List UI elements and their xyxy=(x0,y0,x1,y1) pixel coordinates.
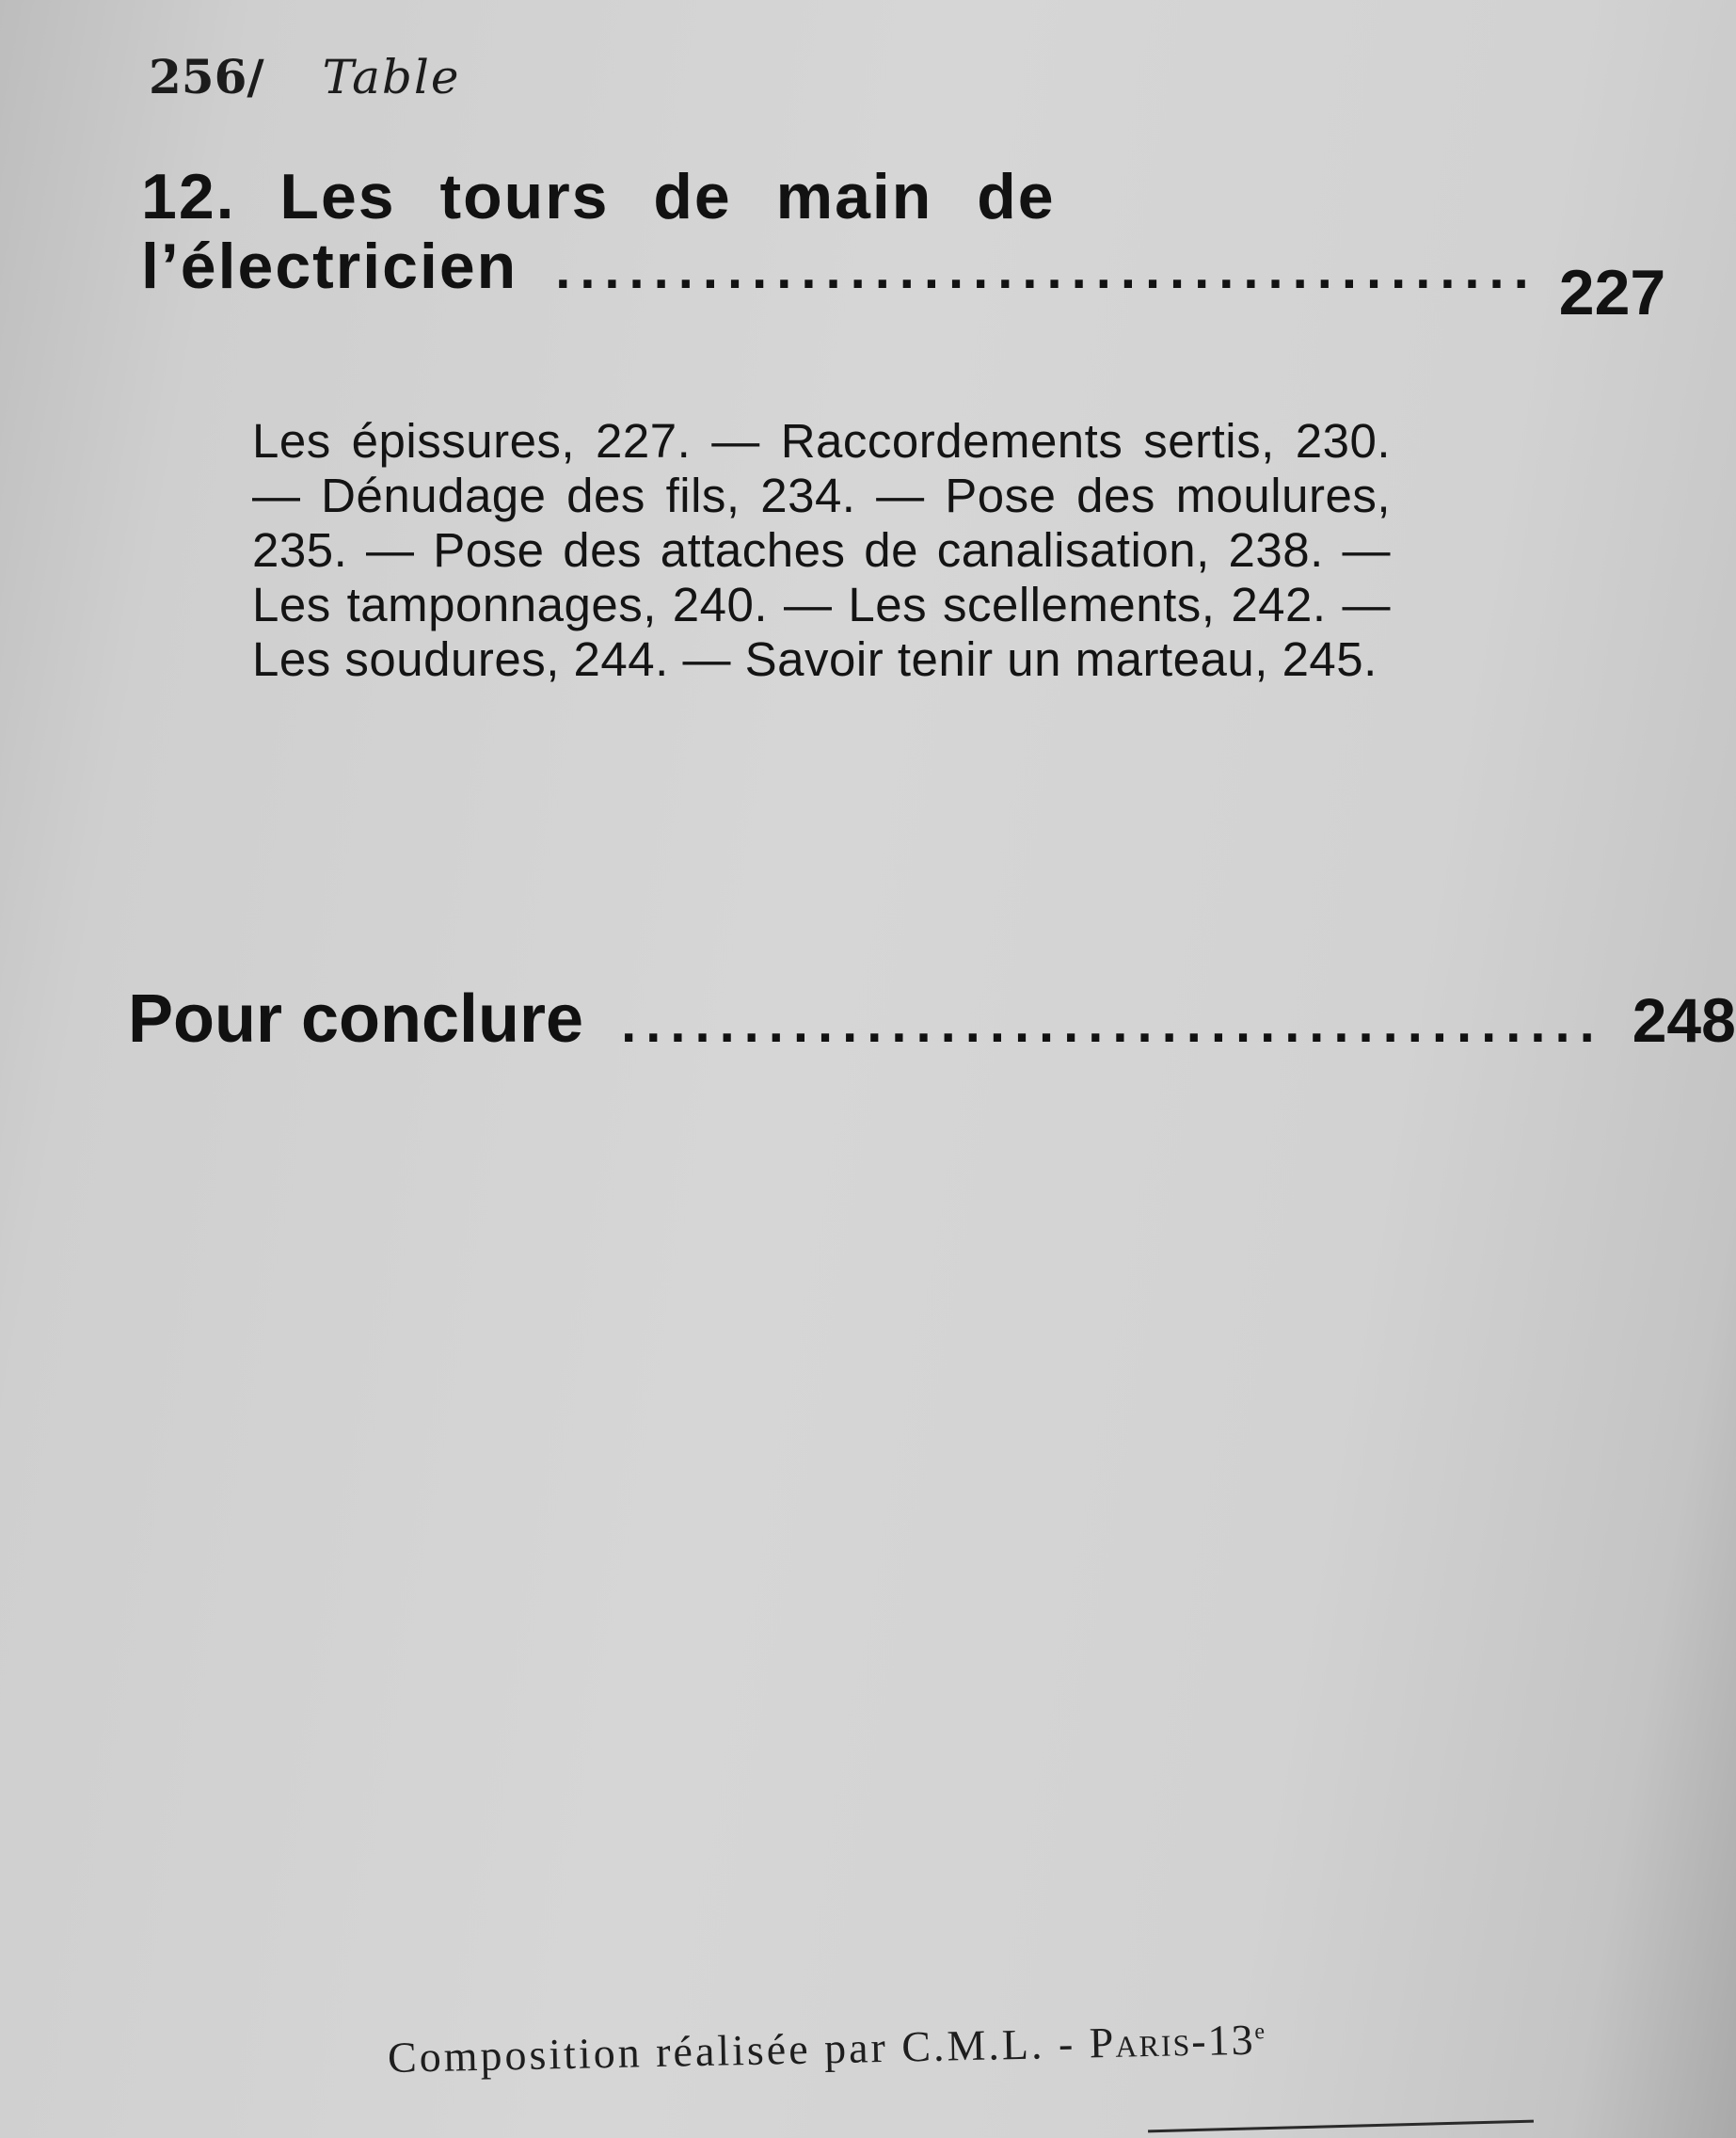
chapter-title-row xyxy=(141,230,1666,328)
toc-entry-chapter-12 xyxy=(141,160,1666,328)
running-head-title: Table xyxy=(322,50,461,104)
dot-leader: ........................................ xyxy=(621,993,1604,1054)
conclusion-page-number: 248 xyxy=(1632,985,1736,1055)
colophon-superscript: e xyxy=(1254,2019,1268,2045)
dot-leader: ........................................ xyxy=(555,239,1538,300)
chapter-title-line2: l’électricien xyxy=(141,231,518,302)
toc-entry-conclusion xyxy=(128,981,1736,1058)
chapter-title-line1: 12. Les tours de main de xyxy=(141,161,1056,232)
bottom-rule xyxy=(1148,2120,1534,2133)
colophon xyxy=(387,2014,1267,2082)
chapter-page-number: 227 xyxy=(1558,257,1666,328)
conclusion-title: Pour conclure xyxy=(128,981,584,1057)
page-number: 256/ xyxy=(149,49,264,104)
running-head xyxy=(149,49,461,104)
chapter-summary: Les épissures, 227. — Raccordements sertis, 230. — Dénudage des fils, 234. — Pose des moulures, 235. — Pose des attaches de canalisation, 238. — Les tamponnages, 240. — Les scellements, 242. — Les soudures, 244. — Savoir tenir un marteau, 245. xyxy=(252,414,1391,686)
colophon-text: Composition réalisée par C.M.L. - xyxy=(387,2018,1091,2082)
colophon-city: Paris-13 xyxy=(1089,2015,1256,2067)
